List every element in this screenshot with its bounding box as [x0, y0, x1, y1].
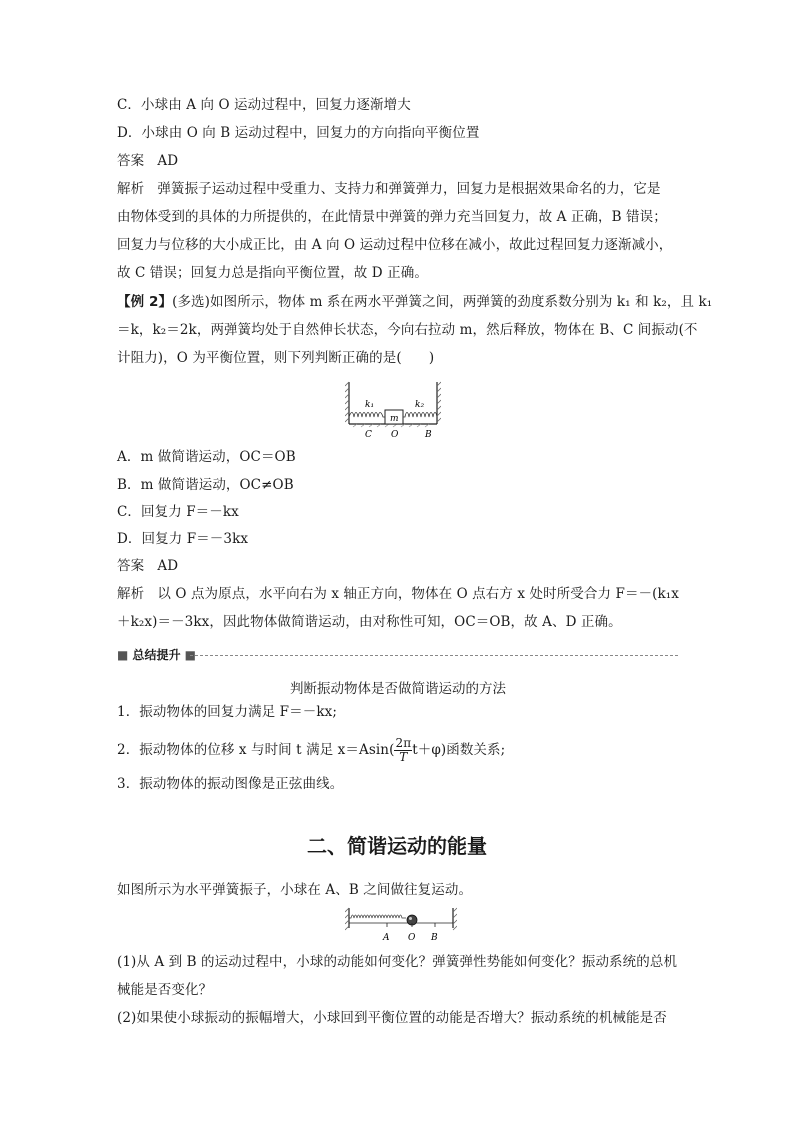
option-c-2: C．回复力 F＝－kx — [117, 504, 239, 520]
left-wall-hatch — [345, 382, 349, 422]
analysis-2-line-2: ＋k₂x)＝－3kx，因此物体做简谐运动，由对称性可知，OC＝OB，故 A、D 正确。 — [117, 614, 622, 630]
analysis-1-line-3: 回复力与位移的大小成正比，由 A 向 O 运动过程中位移在减小，故此过程回复力逐渐减小， — [117, 237, 673, 253]
label-k2: k₂ — [415, 400, 425, 410]
summary-heading: ■ 总结提升 ■ — [117, 648, 197, 662]
option-c: C．小球由 A 向 O 运动过程中，回复力逐渐增大 — [117, 97, 411, 113]
option-d: D．小球由 O 向 B 运动过程中，回复力的方向指向平衡位置 — [117, 125, 480, 141]
label-o: O — [391, 430, 399, 440]
spring-mass-diagram — [345, 380, 441, 440]
label-k1: k₁ — [365, 400, 375, 410]
label-c: C — [365, 430, 372, 440]
summary-divider — [190, 655, 678, 656]
analysis-2-line-1 — [117, 584, 679, 604]
fraction-denominator: T — [399, 750, 408, 764]
example-2-line-2: ＝k，k₂＝2k，两弹簧均处于自然伸长状态，今向右拉动 m，然后释放，物体在 B、C 间振动(不 — [117, 322, 698, 338]
spring-k2 — [403, 413, 437, 418]
label-b: B — [425, 430, 432, 440]
option-d-2: D．回复力 F＝－3kx — [117, 531, 249, 547]
summary-item-2-pre: 2．振动物体的位移 x 与时间 t 满足 x＝Asin( — [117, 742, 395, 758]
question-1-line-1: (1)从 A 到 B 的运动过程中，小球的动能如何变化？弹簧弹性势能如何变化？振动系统的总机 — [117, 954, 678, 970]
summary-title: 判断振动物体是否做简谐运动的方法 — [290, 681, 506, 697]
analysis-text: 以 O 点为原点，水平向右为 x 轴正方向，物体在 O 点右方 x 处时所受合力 F＝－(k₁x — [157, 586, 680, 602]
analysis-1-line-2: 由物体受到的具体的力所提供的，在此情景中弹簧的弹力充当回复力，故 A 正确，B 错误； — [117, 209, 667, 225]
example-2-line-3: 计阻力)，O 为平衡位置，则下列判断正确的是( ) — [117, 350, 435, 366]
label-o: O — [408, 933, 416, 943]
right-wall-hatch — [437, 382, 441, 422]
answer-value: AD — [157, 153, 179, 169]
analysis-1-line-1 — [117, 179, 679, 199]
summary-item-2 — [117, 736, 679, 764]
intro-text: 如图所示为水平弹簧振子，小球在 A、B 之间做往复运动。 — [117, 882, 473, 898]
fraction — [394, 737, 412, 764]
option-a-2: A．m 做简谐运动，OC＝OB — [117, 449, 296, 465]
ball-highlight — [409, 917, 412, 920]
summary-item-2-post: t＋φ)函数关系; — [412, 742, 506, 758]
answer-1 — [117, 151, 679, 171]
fraction-numerator: 2π — [395, 736, 412, 750]
analysis-label: 解析 — [117, 586, 145, 602]
label-a: A — [383, 933, 390, 943]
example-text: (多选)如图所示，物体 m 系在两水平弹簧之间，两弹簧的劲度系数分别为 k₁ 和 k₂，且 k₁ — [172, 294, 713, 310]
answer-label: 答案 — [117, 153, 145, 169]
option-b-2: B．m 做简谐运动，OC≠OB — [117, 477, 294, 493]
section-title: 二、简谐运动的能量 — [307, 834, 487, 858]
horizontal-oscillator-diagram — [345, 906, 457, 944]
question-1-line-2: 械能是否变化？ — [117, 982, 213, 998]
label-b: B — [431, 933, 438, 943]
example-2-line-1 — [117, 292, 713, 312]
question-2-line-1: (2)如果使小球振动的振幅增大，小球回到平衡位置的动能是否增大？振动系统的机械能是否 — [117, 1010, 667, 1026]
summary-item-3: 3．振动物体的振动图像是正弦曲线。 — [117, 776, 344, 792]
analysis-1-line-4: 故 C 错误；回复力总是指向平衡位置，故 D 正确。 — [117, 265, 428, 281]
spring — [349, 915, 406, 918]
spring-k1 — [349, 413, 385, 418]
example-tag: 【例 2】 — [117, 294, 173, 310]
answer-label: 答案 — [117, 558, 145, 574]
answer-value: AD — [157, 558, 179, 574]
analysis-label: 解析 — [117, 181, 145, 197]
answer-2 — [117, 556, 679, 576]
summary-item-1: 1．振动物体的回复力满足 F＝－kx; — [117, 704, 337, 720]
summary-heading-text: 总结提升 — [132, 648, 181, 662]
wall-hatch — [345, 908, 457, 930]
label-m: m — [390, 414, 399, 424]
analysis-text: 弹簧振子运动过程中受重力、支持力和弹簧弹力，回复力是根据效果命名的力，它是 — [157, 181, 661, 197]
